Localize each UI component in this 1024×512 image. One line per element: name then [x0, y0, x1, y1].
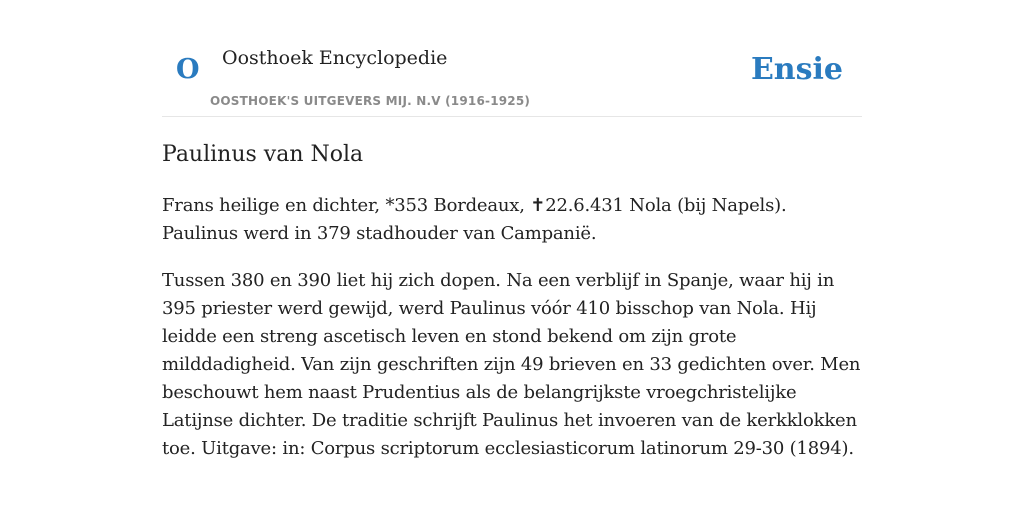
ensie-brand-link[interactable]: Ensie — [750, 52, 843, 87]
site-header — [162, 0, 862, 117]
publisher-label: OOSTHOEK'S UITGEVERS MIJ. N.V (1916-1925) — [210, 94, 531, 108]
article-paragraph: Frans heilige en dichter, *353 Bordeaux, ✝22.6.431 Nola (bij Napels). Paulinus werd in 379 stadhouder van Campanië. — [162, 195, 787, 244]
encyclopedia-title-link[interactable]: Oosthoek Encyclopedie — [222, 47, 448, 69]
article — [162, 138, 862, 463]
encyclopedia-logo[interactable]: O — [176, 54, 200, 85]
article-paragraph: Tussen 380 en 390 liet hij zich dopen. Na een verblijf in Spanje, waar hij in 395 priester werd gewijd, werd Paulinus vóór 410 bisschop van Nola. Hij leidde een streng ascetisch leven en stond bekend om zijn grote milddadigheid. Van zijn geschriften zijn 49 brieven en 33 gedichten over. Men beschouwt hem naast Prudentius als de belangrijkste vroegchristelijke Latijnse dichter. De traditie schrijft Paulinus het invoeren van de kerkklokken toe. Uitgave: in: Corpus scriptorum ecclesiasticorum latinorum 29-30 (1894). — [162, 270, 861, 459]
article-title: Paulinus van Nola — [162, 142, 364, 167]
